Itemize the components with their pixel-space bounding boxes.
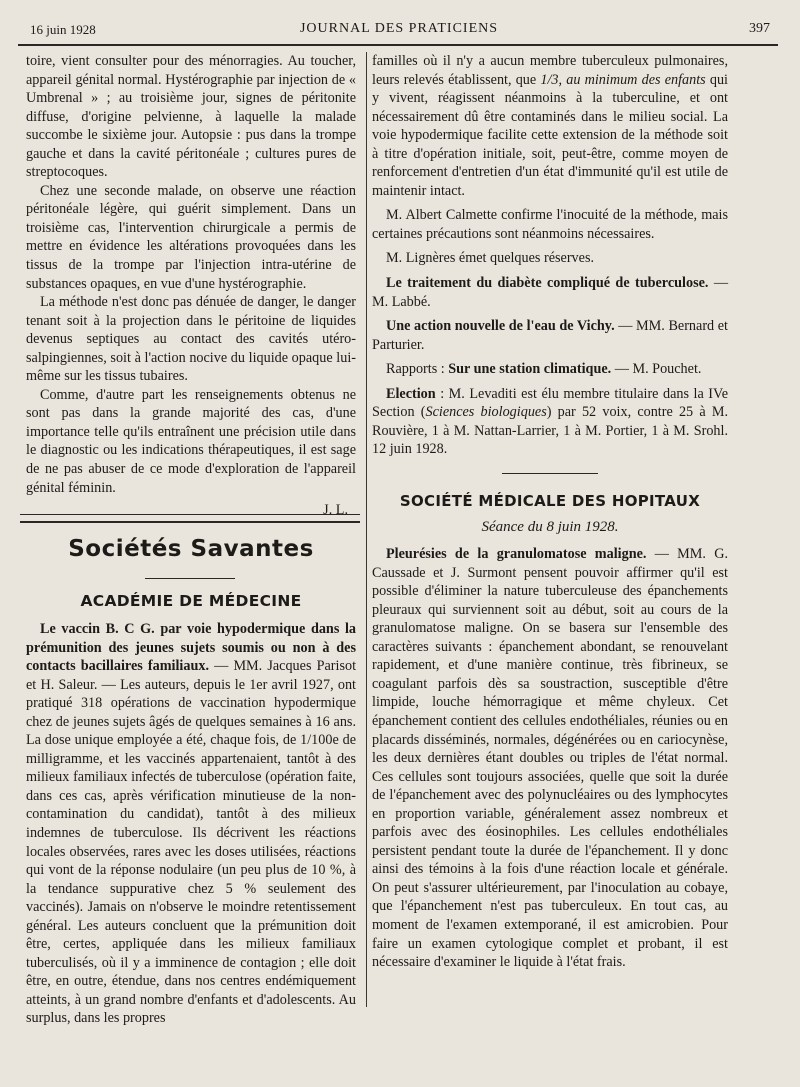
societe-heading: SOCIÉTÉ MÉDICALE DES HOPITAUX: [399, 491, 701, 510]
calmette-paragraph: M. Albert Calmette confirme l'inocuité de la méthode, mais certaines précautions sont néanmoins nécessaires.: [372, 207, 728, 242]
rapports-report: Rapports : Sur une station climatique. — M. Pouchet.: [386, 361, 702, 378]
report-body: — Les auteurs, depuis le 1er avril 1927, ont pratiqué 318 opérations de vaccination hypodermique chez de jeunes sujets âgés de quelques semaines à 16 ans. La dose unique employée a été, chaque fois, de 1/100e de milligramme, et les vaccinés appartenaient, tantôt à des milieux familiaux infectés de tuberculose (opération faite, dans ces cas, après vérification minutieuse de la non-contamination du candidat), tantôt à des milieux indemnes de tuberculose. Ils décrivent les réactions locales observées, rares avec les doses utilisées, réactions qui vont de la réponse nodulaire (un peu plus de 10 %, à la tendance suppurative chez 5 % seulement des vaccinés). Jamais on n'observe le moindre retentissement général. Les auteurs concluent que la prémunition doit être, certes, appliquée dans les milieux familiaux tuberculisés, où il y a imminence de contagion ; elle doit être, en outre, étendue, dans nos centres endémiquement atteints, à un grand nombre d'enfants et d'adolescents. Au surplus, dans les propres: [26, 676, 356, 1027]
pleuresie-report: Pleurésies de la granulomatose maligne. — MM. G. Caussade et J. Surmont pensent pouvoir affirmer qu'il est possible d'éliminer la nature tuberculeuse des épanchements pleuraux qui surviennent soit au début, soit au cours de la granulomatose maligne. On se basera sur l'ensemble des caractères suivants : épanchement abondant, se renouvelant rapidement, et d'une manière continue, très fibrineux, se coagulant parfois dès sa soustraction, susceptible d'être limpide, louche hémorragique et même chyleux. Cet épanchement contient des cellules endothéliales, réunies ou en placards disséminés, normales, dégénérées ou en cariocynèse, les deux dernières étant doubles ou triples de l'état normal. Ces cellules sont toujours associées, quelle que soit la durée de l'épanchement avec des polynucléaires ou des lymphocytes en proportion variable, généralement assez nombreux et parfois avec des éosinophiles. Les cellules endothéliales persistent pendant toute la durée de l'épanchement. Il y donc ainsi des témoins à la fois d'une réaction locale et générale. On peut s'assurer ultérieurement, par l'inoculation au cobaye, que l'épanchement n'est pas tuberculeux. En tout cas, au moment de l'examen extemporané, il est amicrobien. Pour faire un examen cytologique complet et probant, il est nécessaire d'examiner le liquide à l'état frais.: [372, 546, 728, 971]
paragraph: toire, vient consulter pour des ménorragies. Au toucher, appareil génital normal. Hystérographie par injection de « Umbrenal » ; au troisième jour, signes de péritonite diffuse, d'origine pelvienne, à laquelle la malade succombe le sixième jour. Autopsie : pus dans la trompe gauche et dans la cavité péritonéale ; cultures pures de streptocoques.: [26, 53, 356, 181]
paragraph: Comme, d'autre part les renseignements obtenus ne sont pas dans la grande majorité des cas, d'une importance telle qu'ils entraînent une précision utile dans le diagnostic ou les indications thérapeutiques, il est sage de ne pas abuser de ce mode d'exploration de l'appareil génital féminin.: [26, 386, 356, 496]
page-header: [20, 18, 778, 46]
right-column: [372, 52, 728, 972]
section-title-rule: [145, 578, 235, 579]
election-report: Election : M. Levaditi est élu membre titulaire dans la IVe Section (Sciences biologiques) par 52 voix, contre 25 à M. Rouvière, 1 à M. Nattan-Larrier, 1 à M. Portier, 1 à M. Srohl. 12 juin 1928.: [372, 385, 728, 458]
report-authors: — MM. Jacques Parisot et H. Saleur.: [26, 658, 357, 693]
section-separator: [502, 473, 598, 474]
section-title: Sociétés Savantes: [68, 536, 314, 562]
academie-heading: ACADÉMIE DE MÉDECINE: [80, 592, 302, 610]
paragraph: Chez une seconde malade, on observe une réaction péritonéale légère, qui guérit simplement. Dans un troisième cas, l'intervention chirurgicale a permis de mettre en évidence les altérations provoquées dans les tissus de la trompe par l'injection intra-utérine de substances opaques, en vue d'une hystérographie.: [26, 182, 356, 292]
diabete-report: Le traitement du diabète compliqué de tuberculose. — M. Labbé.: [372, 275, 729, 310]
column-divider: [366, 52, 367, 1007]
lignieres-paragraph: M. Lignères émet quelques réserves.: [386, 250, 595, 267]
vaccin-bcg-report: [26, 620, 356, 1028]
paragraph: familles où il n'y a aucun membre tuberculeux pulmonaires, leurs relevés établissent, que 1/3, au minimum des enfants qui y vivent, réagissent néanmoins à la tuberculine, et ont nécessairement dû être contaminés dans le milieu social. La voie hypodermique facilite cette extension de la méthode soit à titre d'opération initiale, soit, peut-être, comme moyen de renforcement d'entretien d'un état d'immunité qu'il est utile de maintenir intact.: [372, 53, 728, 199]
header-rule: [18, 44, 778, 46]
seance-date: Séance du 8 juin 1928.: [481, 519, 619, 536]
header-date: 16 juin 1928: [30, 22, 96, 37]
report-title: Le vaccin B. C G. par voie hypodermique dans la prémunition des jeunes sujets soumis ou non à des contacts bacillaires familiaux.: [26, 621, 356, 675]
article-signature: J. L.: [323, 502, 348, 519]
header-page-number: 397: [749, 21, 770, 36]
section-double-rule: [20, 514, 360, 523]
vichy-report: Une action nouvelle de l'eau de Vichy. — MM. Bernard et Parturier.: [372, 318, 728, 353]
left-column-article: [26, 52, 356, 520]
header-journal-title: JOURNAL DES PRATICIENS: [299, 21, 499, 36]
paragraph: La méthode n'est donc pas dénuée de danger, le danger tenant soit à la projection dans le péritoine de liquides devenus septiques au contact des cavités utéro-salpingiennes, soit à l'action nocive du liquide opaque lui-même sur les tissus tubaires.: [26, 294, 356, 385]
